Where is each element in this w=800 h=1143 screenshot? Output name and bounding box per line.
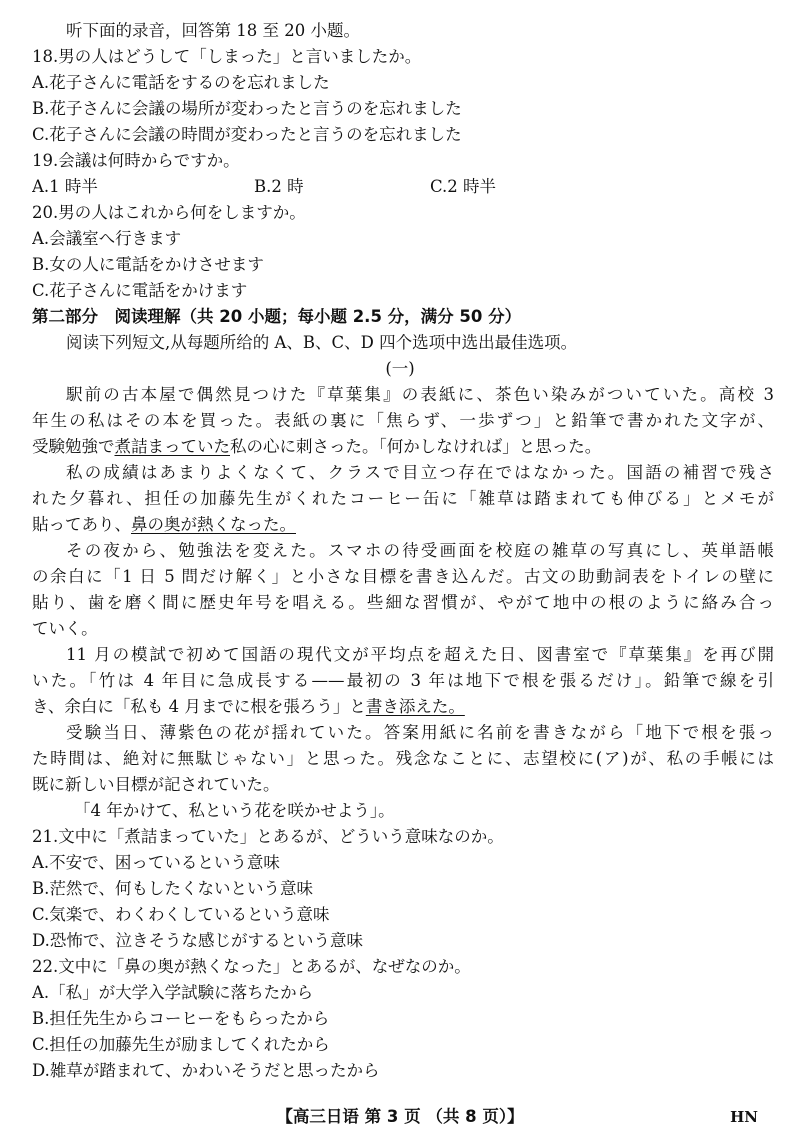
p1-line-3-rest: 私の心に刺さった。「何かしなければ」と思った。 xyxy=(230,437,602,456)
p5-line-1: 受験当日、薄紫色の花が揺れていた。答案用紙に名前を書きながら「地下で根を張っ xyxy=(66,723,774,742)
q21-option-a: A.不安で、困っているという意味 xyxy=(32,853,280,872)
p4-line-1: 11 月の模試で初めて国語の現代文が平均点を超えた日、図書室で『草葉集』を再び開 xyxy=(66,645,774,664)
underlined-phrase-nitsumatteita: 煮詰まっていた xyxy=(114,437,230,456)
p1-line-1: 駅前の古本屋で偶然見つけた『草葉集』の表紙に、茶色い染みがついていた。高校 3 xyxy=(66,385,774,404)
q20-option-b: B.女の人に電話をかけさせます xyxy=(32,255,264,274)
p1-line-3 xyxy=(32,434,774,460)
p2-line-3 xyxy=(32,512,774,538)
q20-option-a: A.会議室へ行きます xyxy=(32,229,182,248)
p5-line-2: た時間は、絶対に無駄じゃない」と思った。残念なことに、志望校に(ア)が、私の手帳には xyxy=(32,749,774,768)
p3-line-2: の余白に「1 日 5 問だけ解く」と小さな目標を書き込んだ。古文の助動詞表をトイレの壁に xyxy=(32,567,774,586)
p3-line-1: その夜から、勉強法を変えた。スマホの待受画面を校庭の雑草の写真にし、英単語帳 xyxy=(66,541,774,560)
passage-number: (一) xyxy=(385,359,415,378)
q21-option-b: B.茫然で、何もしたくないという意味 xyxy=(32,879,314,898)
reading-section-title: 第二部分 阅读理解（共 20 小题；每小题 2.5 分，满分 50 分） xyxy=(32,307,522,326)
q20-question: 20.男の人はこれから何をしますか。 xyxy=(32,203,306,222)
q18-option-b: B.花子さんに会議の場所が変わったと言うのを忘れました xyxy=(32,99,462,118)
p4-line-3 xyxy=(32,694,774,720)
p3-line-3: 貼り、歯を磨く間に歴史年号を唱える。些細な習慣が、やがて地中の根のように絡み合っ xyxy=(32,593,774,612)
q22-option-c: C.担任の加藤先生が励ましてくれたから xyxy=(32,1035,330,1054)
q19-options xyxy=(32,174,774,200)
underlined-phrase-hana-no-oku: 鼻の奥が熱くなった。 xyxy=(131,515,296,534)
page-footer: 【高三日语 第 3 页 （共 8 页）】 xyxy=(276,1107,524,1126)
q19-option-b: B.2 時 xyxy=(254,177,304,196)
p4-line-2: いた。「竹は 4 年目に急成長する——最初の 3 年は地下で根を張るだけ」。鉛筆で線を引 xyxy=(32,671,774,690)
q21-option-c: C.気楽で、わくわくしているという意味 xyxy=(32,905,330,924)
p2-line-1: 私の成績はあまりよくなくて、クラスで目立つ存在ではなかった。国語の補習で残さ xyxy=(66,463,774,482)
p4-line-3-text: き、余白に「私も 4 月までに根を張ろう」と xyxy=(32,697,366,716)
q20-option-c: C.花子さんに電話をかけます xyxy=(32,281,248,300)
q22-option-d: D.雑草が踏まれて、かわいそうだと思ったから xyxy=(32,1061,380,1080)
q22-option-b: B.担任先生からコーヒーをもらったから xyxy=(32,1009,330,1028)
q21-option-d: D.恐怖で、泣きそうな感じがするという意味 xyxy=(32,931,364,950)
paper-code: HN xyxy=(730,1108,758,1126)
q18-option-a: A.花子さんに電話をするのを忘れました xyxy=(32,73,330,92)
q22-question: 22.文中に「鼻の奥が熱くなった」とあるが、なぜなのか。 xyxy=(32,957,471,976)
p5-line-4: 「4 年かけて、私という花を咲かせよう」。 xyxy=(74,801,395,820)
q22-option-a: A.「私」が大学入学試験に落ちたから xyxy=(32,983,314,1002)
p3-line-4: ていく。 xyxy=(32,619,98,638)
p5-line-3: 既に新しい目標が記されていた。 xyxy=(32,775,280,794)
q18-option-c: C.花子さんに会議の時間が変わったと言うのを忘れました xyxy=(32,125,462,144)
q19-option-c: C.2 時半 xyxy=(430,177,497,196)
p1-line-3-text: 受験勉強で xyxy=(32,437,115,456)
p1-line-2: 年生の私はその本を買った。表紙の裏に「焦らず、一歩ずつ」と鉛筆で書かれた文字が、 xyxy=(32,411,774,430)
underlined-phrase-kakisoeta: 書き添えた。 xyxy=(365,697,465,716)
q19-option-a: A.1 時半 xyxy=(32,177,98,196)
listening-instruction: 听下面的录音，回答第 18 至 20 小题。 xyxy=(66,21,360,40)
reading-instruction: 阅读下列短文,从每题所给的 A、B、C、D 四个选项中选出最佳选项。 xyxy=(66,333,578,352)
q21-question: 21.文中に「煮詰まっていた」とあるが、どういう意味なのか。 xyxy=(32,827,504,846)
p2-line-2: れた夕暮れ、担任の加藤先生がくれたコーヒー缶に「雑草は踏まれても伸びる」とメモが xyxy=(32,489,774,508)
p2-line-3-text: 貼ってあり、 xyxy=(32,515,131,534)
q19-question: 19.会議は何時からですか。 xyxy=(32,151,240,170)
q18-question: 18.男の人はどうして「しまった」と言いましたか。 xyxy=(32,47,422,66)
